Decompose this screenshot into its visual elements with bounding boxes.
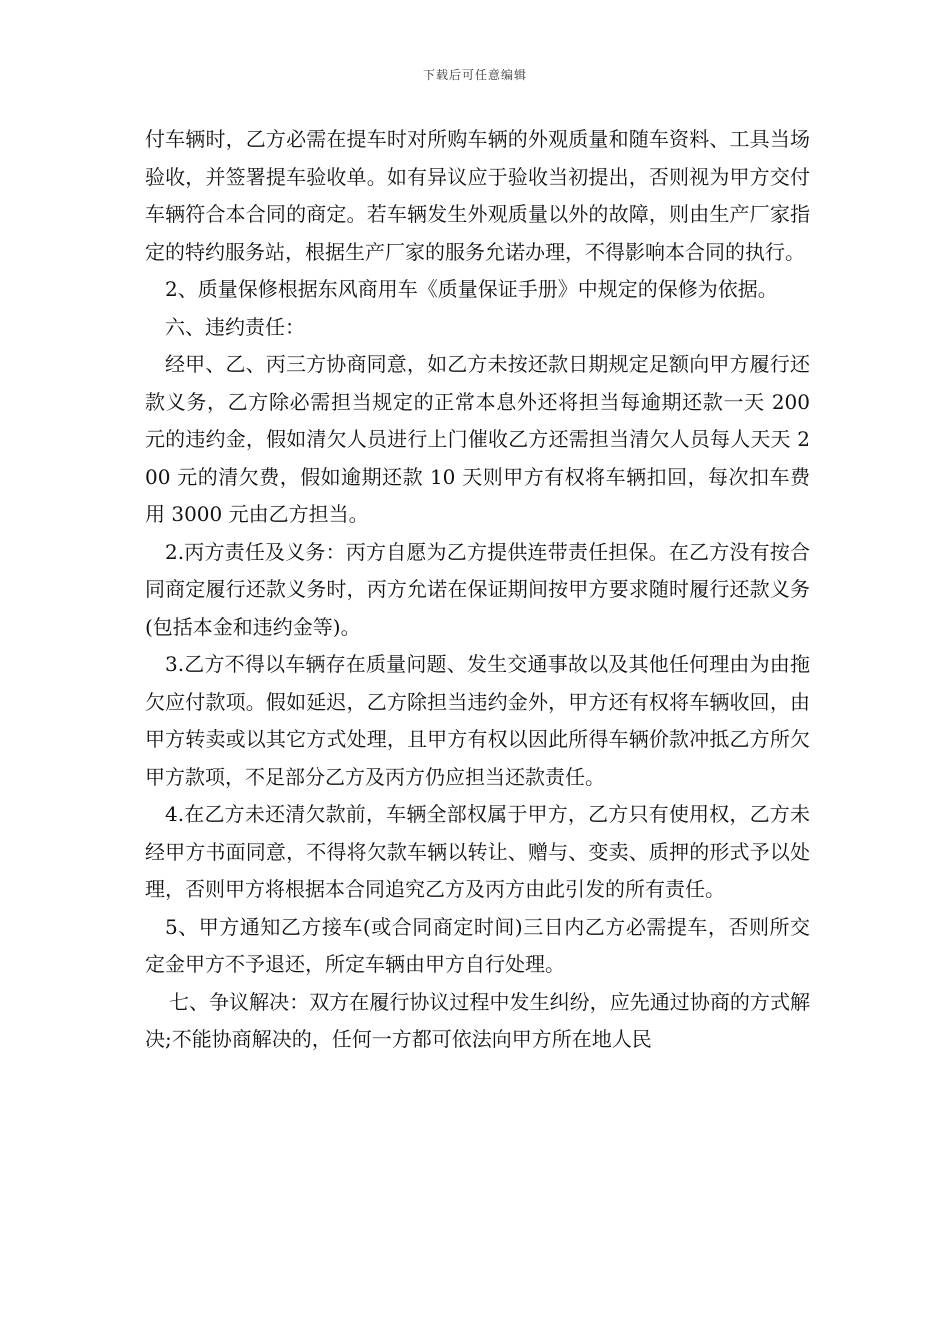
document-body [145,121,810,1059]
paragraph-vehicle-pickup: 5、甲方通知乙方接车(或合同商定时间)三日内乙方必需提车，否则所交定金甲方不予退还，所定车辆由甲方自行处理。 [145,914,810,976]
paragraph-late-payment-penalty: 经甲、乙、丙三方协商同意，如乙方未按还款日期规定足额向甲方履行还款义务，乙方除必需担当规定的正常本息外还将担当每逾期还款一天 200 元的违约金，假如清欠人员进行上门催收乙方还需担当清欠人员每人天天 200 元的清欠费，假如逾期还款 10 天则甲方有权将车辆扣回，每次扣车费用 3000 元由乙方担当。 [145,352,810,526]
paragraph-warranty: 2、质量保修根据东风商用车《质量保证手册》中规定的保修为依据。 [165,277,778,301]
page-header-note: 下载后可任意编辑 [422,68,527,82]
paragraph-guarantor-duty: 2.丙方责任及义务：丙方自愿为乙方提供连带责任担保。在乙方没有按合同商定履行还款义务时，丙方允诺在保证期间按甲方要求随时履行还款义务(包括本金和违约金等)。 [145,539,810,639]
section-heading-breach-liability: 六、违约责任： [165,314,305,339]
paragraph-no-delay-excuse: 3.乙方不得以车辆存在质量问题、发生交通事故以及其他任何理由为由拖欠应付款项。假如延迟，乙方除担当违约金外，甲方还有权将车辆收回，由甲方转卖或以其它方式处理，且甲方有权以因此所得车辆价款冲抵乙方所欠甲方款项，不足部分乙方及丙方仍应担当还款责任。 [145,652,810,789]
paragraph-ownership: 4.在乙方未还清欠款前，车辆全部权属于甲方，乙方只有使用权，乙方未经甲方书面同意，不得将欠款车辆以转让、赠与、变卖、质押的形式予以处理，否则甲方将根据本合同追究乙方及丙方由此引发的所有责任。 [145,802,810,901]
paragraph-dispute-resolution: 七、争议解决：双方在履行协议过程中发生纠纷，应先通过协商的方式解决;不能协商解决的，任何一方都可依法向甲方所在地人民 [145,989,810,1051]
paragraph-delivery-inspection: 付车辆时，乙方必需在提车时对所购车辆的外观质量和随车资料、工具当场验收，并签署提车验收单。如有异议应于验收当初提出，否则视为甲方交付车辆符合本合同的商定。若车辆发生外观质量以外的故障，则由生产厂家指定的特约服务站，根据生产厂家的服务允诺办理，不得影响本合同的执行。 [145,127,810,264]
